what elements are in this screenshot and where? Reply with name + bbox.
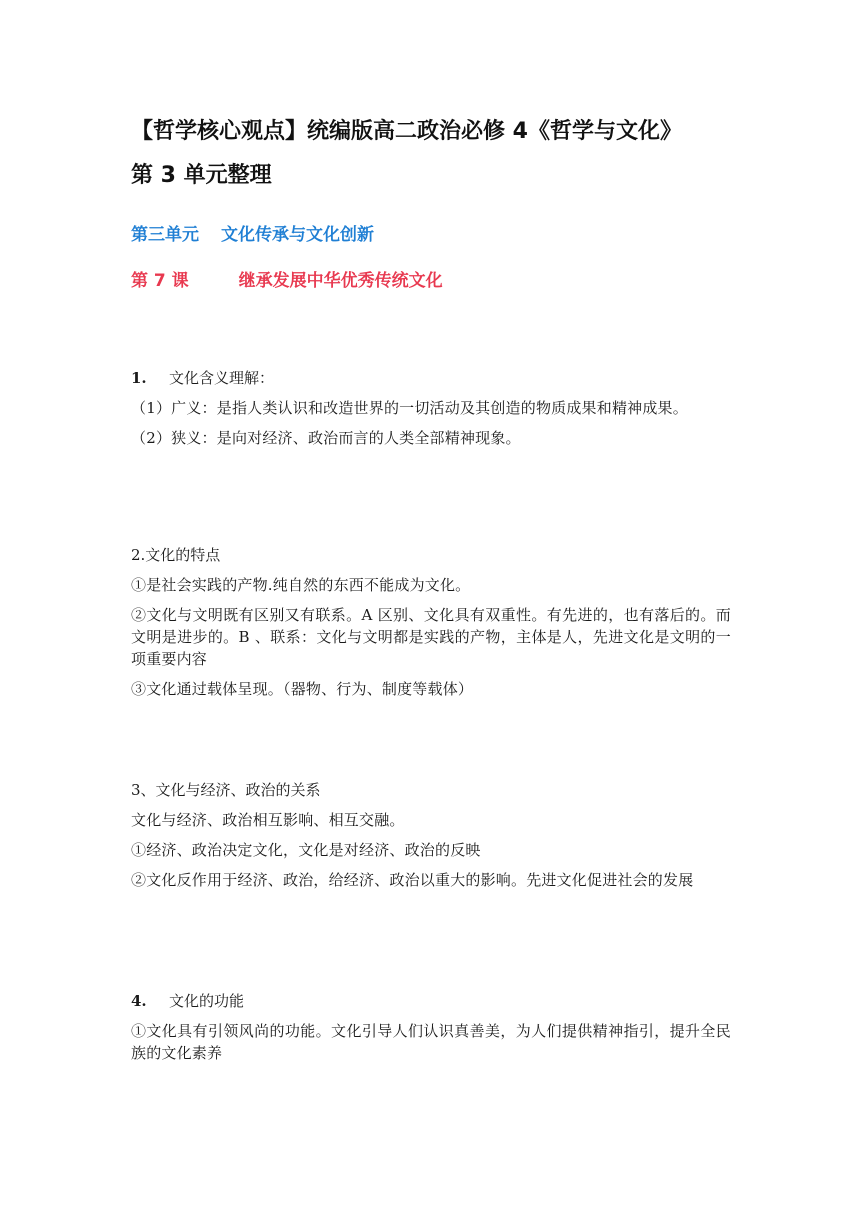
document-title-line-2: 第 3 单元整理 bbox=[131, 163, 272, 188]
section-title: 3、文化与经济、政治的关系 bbox=[131, 781, 321, 799]
lesson-heading bbox=[131, 266, 443, 291]
unit-heading bbox=[131, 220, 374, 245]
paragraph: ②文化与文明既有区别又有联系。A 区别、文化具有双重性。有先进的，也有落后的。而文明是进步的。B 、联系：文化与文明都是实践的产物，主体是人，先进文化是文明的一项重要内容 bbox=[131, 606, 731, 668]
unit-name: 文化传承与文化创新 bbox=[221, 225, 374, 245]
paragraph: ①文化具有引领风尚的功能。文化引导人们认识真善美，为人们提供精神指引，提升全民族的文化素养 bbox=[131, 1022, 731, 1062]
section-heading bbox=[131, 990, 731, 1012]
unit-label: 第三单元 bbox=[131, 225, 199, 245]
section-title: 文化的功能 bbox=[169, 992, 245, 1010]
paragraph: ①经济、政治决定文化，文化是对经济、政治的反映 bbox=[131, 841, 481, 859]
section-title: 文化含义理解： bbox=[169, 369, 275, 387]
section-3 bbox=[131, 779, 731, 899]
section-number: 4. bbox=[131, 992, 147, 1010]
document-title-line-1: 【哲学核心观点】统编版高二政治必修 4《哲学与文化》 bbox=[131, 119, 682, 144]
section-title: 2.文化的特点 bbox=[131, 546, 221, 564]
paragraph: 文化与经济、政治相互影响、相互交融。 bbox=[131, 811, 405, 829]
section-2 bbox=[131, 544, 731, 708]
paragraph: ②文化反作用于经济、政治，给经济、政治以重大的影响。先进文化促进社会的发展 bbox=[131, 871, 694, 889]
paragraph: ③文化通过载体呈现。（器物、行为、制度等载体） bbox=[131, 680, 474, 698]
section-number: 1. bbox=[131, 369, 147, 387]
paragraph: （1）广义：是指人类认识和改造世界的一切活动及其创造的物质成果和精神成果。 bbox=[131, 399, 688, 417]
section-heading bbox=[131, 544, 731, 566]
paragraph: （2）狭义：是向对经济、政治而言的人类全部精神现象。 bbox=[131, 429, 521, 447]
lesson-label: 第 7 课 bbox=[131, 271, 189, 291]
document-page bbox=[131, 110, 731, 1062]
section-heading bbox=[131, 779, 731, 801]
paragraph: ①是社会实践的产物.纯自然的东西不能成为文化。 bbox=[131, 576, 471, 594]
section-4 bbox=[131, 990, 731, 1072]
lesson-name: 继承发展中华优秀传统文化 bbox=[238, 271, 443, 291]
section-heading bbox=[131, 367, 731, 389]
section-1 bbox=[131, 367, 731, 457]
